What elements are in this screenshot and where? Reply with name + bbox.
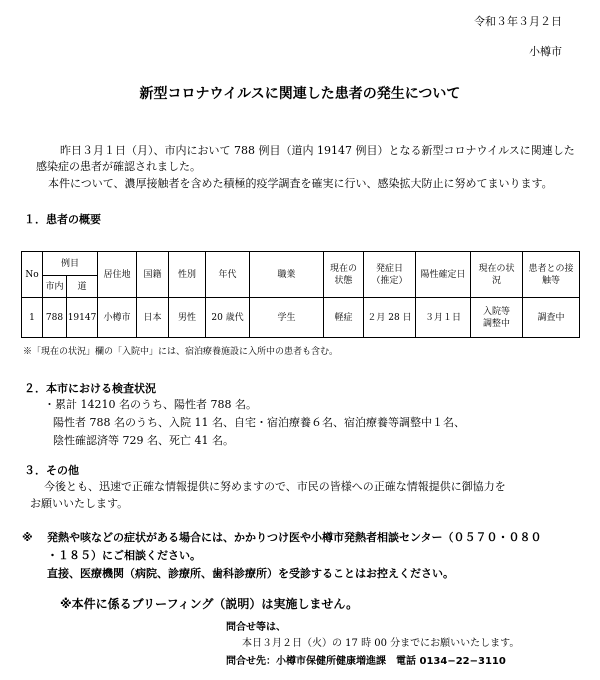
inquiry-deadline: 本日３月２日（火）の 17 時 00 分までにお願いいたします。 xyxy=(242,638,520,649)
cell-residence: 小樽市 xyxy=(98,298,137,338)
section-1-heading: １．患者の概要 xyxy=(24,213,101,226)
inquiry-label: 問合せ等は、 xyxy=(226,622,286,633)
notice-line-3: 直接、医療機関（病院、診療所、歯科診療所）を受診することはお控えください。 xyxy=(47,567,454,580)
section-2-heading: ２．本市における検査状況 xyxy=(24,382,156,395)
header-city: 市内 xyxy=(43,276,67,298)
cell-positive: ３月１日 xyxy=(416,298,471,338)
testing-line-3: 陰性確認済等 729 名、死亡 41 名。 xyxy=(53,434,234,447)
cell-age: 20 歳代 xyxy=(206,298,250,338)
table-row xyxy=(22,298,580,338)
table-note: ※「現在の状況」欄の「入院中」には、宿泊療養施設に入所中の患者も含む。 xyxy=(23,347,339,357)
inquiry-contact: 問合せ先：小樽市保健所健康増進課 電話 0134−22−3110 xyxy=(226,656,506,667)
header-sex: 性別 xyxy=(169,252,206,298)
header-pref: 道 xyxy=(67,276,98,298)
cell-condition: 軽症 xyxy=(324,298,364,338)
document-date: 令和３年３月２日 xyxy=(474,15,562,28)
cell-pref: 19147 xyxy=(67,298,98,338)
notice-mark: ※ xyxy=(22,531,33,544)
header-contact: 患者との接触等 xyxy=(523,252,580,298)
header-nationality: 国籍 xyxy=(137,252,169,298)
issuing-organization: 小樽市 xyxy=(529,45,562,58)
header-status: 現在の状況 xyxy=(471,252,523,298)
testing-line-2: 陽性者 788 名のうち、入院 11 名、自宅・宿泊療養６名、宿泊療養等調整中１名、 xyxy=(53,416,465,429)
cell-status: 入院等調整中 xyxy=(471,298,523,338)
header-example: 例目 xyxy=(43,252,98,276)
other-line-2: お願いいたします。 xyxy=(30,497,129,510)
briefing-notice: ※本件に係るブリーフィング（説明）は実施しません。 xyxy=(60,597,359,611)
patient-table xyxy=(21,251,580,338)
cell-job: 学生 xyxy=(250,298,324,338)
cell-contact: 調査中 xyxy=(523,298,580,338)
section-3-heading: ３．その他 xyxy=(24,464,79,477)
header-job: 職業 xyxy=(250,252,324,298)
cell-onset: ２月 28 日 xyxy=(364,298,416,338)
header-age: 年代 xyxy=(206,252,250,298)
intro-line-1: 昨日３月１日（月）、市内において 788 例目（道内 19147 例目）となる新型コロナウイルスに関連した xyxy=(60,144,575,157)
header-onset: 発症日（推定） xyxy=(364,252,416,298)
testing-line-1: ・累計 14210 名のうち、陽性者 788 名。 xyxy=(44,398,257,411)
header-positive: 陽性確定日 xyxy=(416,252,471,298)
other-line-1: 今後とも、迅速で正確な情報提供に努めますので、市民の皆様への正確な情報提供に御協力を xyxy=(44,480,506,493)
notice-line-1: 発熱や咳などの症状がある場合には、かかりつけ医や小樽市発熱者相談センター（０５７０・０８０ xyxy=(47,531,542,544)
intro-line-2: 感染症の患者が確認されました。 xyxy=(36,160,201,173)
header-residence: 居住地 xyxy=(98,252,137,298)
notice-line-2: ・１８５）にご相談ください。 xyxy=(47,549,201,562)
cell-nationality: 日本 xyxy=(137,298,169,338)
cell-sex: 男性 xyxy=(169,298,206,338)
cell-city: 788 xyxy=(43,298,67,338)
document-title: 新型コロナウイルスに関連した患者の発生について xyxy=(139,86,461,102)
intro-line-3: 本件について、濃厚接触者を含めた積極的疫学調査を確実に行い、感染拡大防止に努めてまいります。 xyxy=(48,177,553,190)
header-condition: 現在の状態 xyxy=(324,252,364,298)
cell-no: 1 xyxy=(22,298,43,338)
header-no: No xyxy=(22,252,43,298)
